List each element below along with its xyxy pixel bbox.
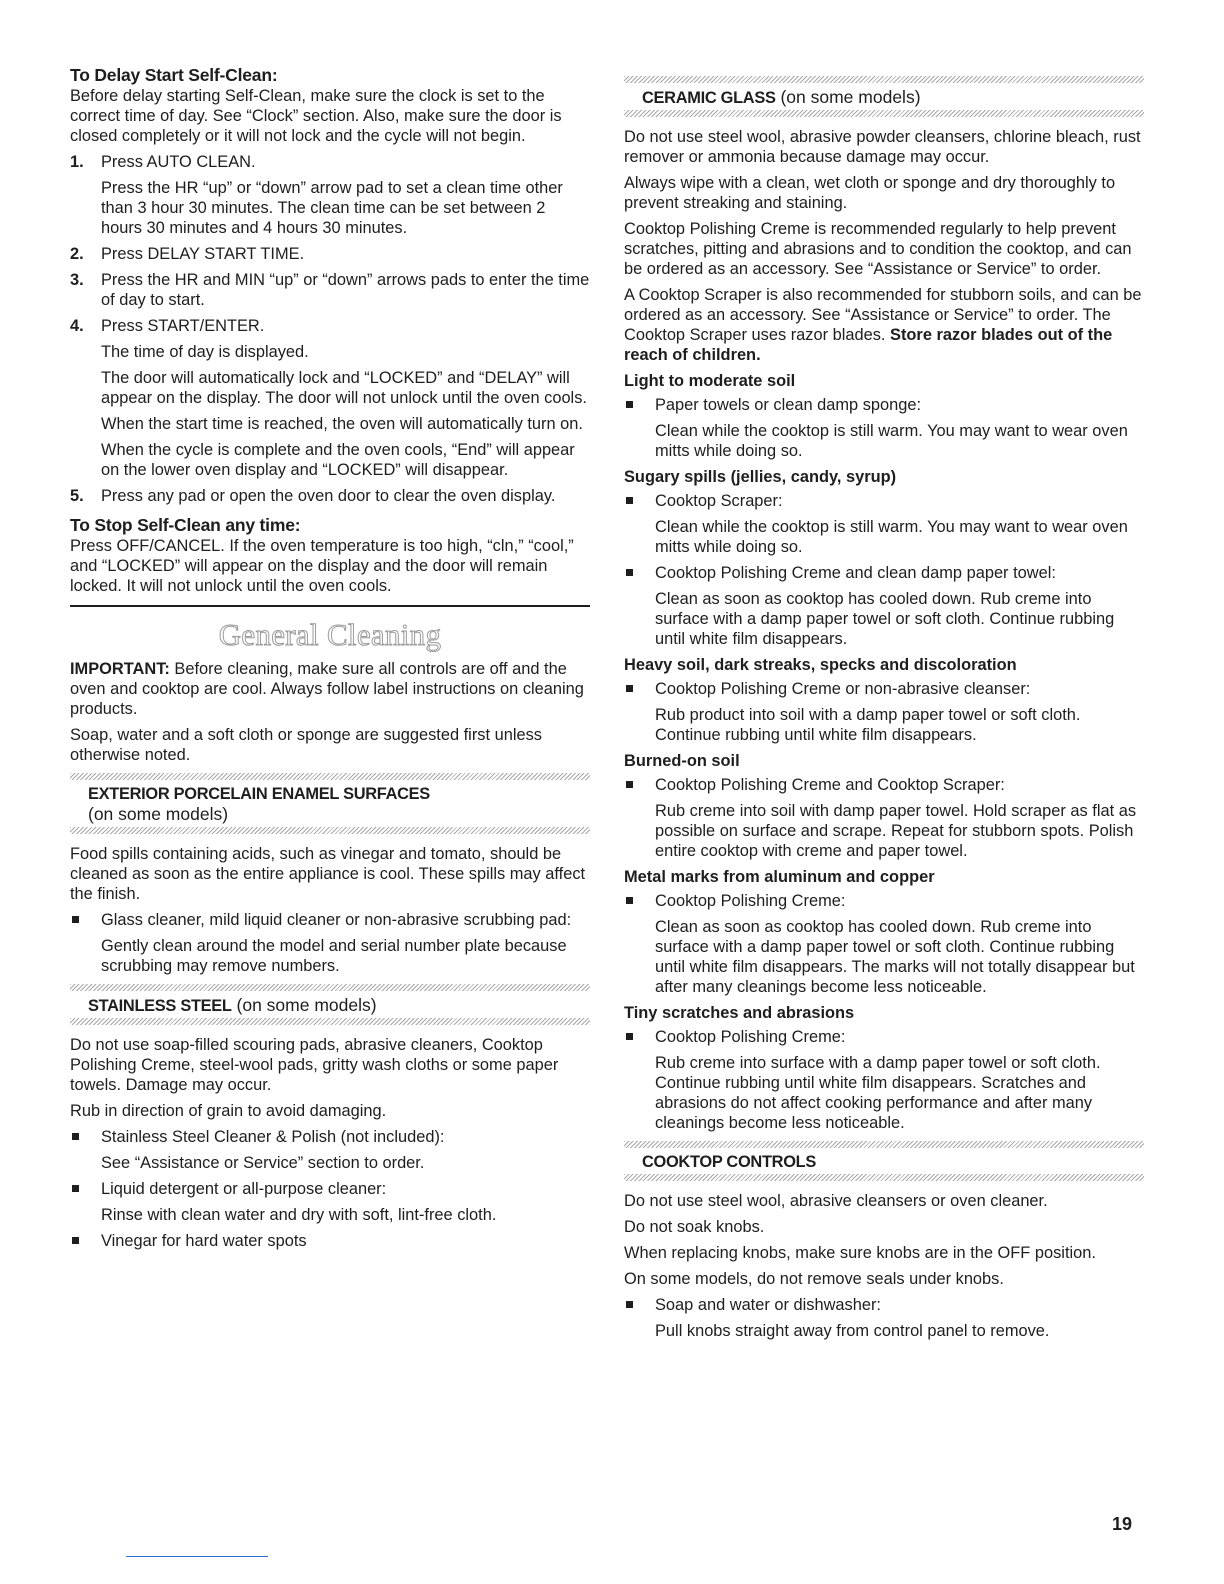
- list-item: [70, 1127, 590, 1173]
- important-note: [70, 659, 590, 719]
- hatch-bar: [70, 1018, 590, 1025]
- general-cleaning-title: General Cleaning: [218, 617, 442, 652]
- stainless-list: [70, 1127, 590, 1251]
- list-item-text: Soap and water or dishwasher:: [655, 1296, 881, 1314]
- list-item-detail: Gently clean around the model and serial number plate because scrubbing may remove numbers.: [101, 937, 567, 975]
- step-text: Press START/ENTER.: [101, 317, 265, 335]
- bullet-square-icon: [626, 781, 633, 788]
- bullet-square-icon: [72, 1237, 79, 1244]
- razor-warning: Store razor blades out of the reach of children.: [624, 326, 1113, 364]
- footer-line: [126, 1556, 268, 1557]
- stop-self-clean-text: Press OFF/CANCEL. If the oven temperature is too high, “cln,” “cool,” and “LOCKED” will appear on the display and the door will remain locked. It will not unlock until the oven cools.: [70, 537, 574, 595]
- bullet-square-icon: [72, 1185, 79, 1192]
- step-text: Press AUTO CLEAN.: [101, 153, 256, 171]
- controls-p4: On some models, do not remove seals under knobs.: [624, 1270, 1004, 1288]
- list-item-detail: Clean while the cooktop is still warm. You may want to wear oven mitts while doing so.: [655, 518, 1128, 556]
- hatch-bar: [624, 76, 1144, 83]
- list-item: [624, 395, 1144, 461]
- ceramic-title: CERAMIC GLASS: [642, 89, 776, 107]
- section-divider: [70, 605, 590, 607]
- step-item: [70, 152, 590, 238]
- list-item: [70, 1179, 590, 1225]
- hatch-bar: [70, 773, 590, 780]
- step-detail: When the start time is reached, the oven will automatically turn on.: [101, 415, 583, 433]
- list-item-detail: See “Assistance or Service” section to order.: [101, 1154, 425, 1172]
- list-item-detail: Pull knobs straight away from control panel to remove.: [655, 1322, 1050, 1340]
- step-item: [70, 486, 590, 506]
- list-item-detail: Rub product into soil with a damp paper towel or soft cloth. Continue rubbing until white film disappears.: [655, 706, 1081, 744]
- step-detail: Press the HR “up” or “down” arrow pad to set a clean time other than 3 hour 30 minutes. The clean time can be set between 2 hours 30 minutes and 4 hours 30 minutes.: [101, 179, 563, 237]
- hatch-bar: [70, 984, 590, 991]
- list-item-text: Cooktop Polishing Creme and Cooktop Scraper:: [655, 776, 1005, 794]
- porcelain-text: Food spills containing acids, such as vinegar and tomato, should be cleaned as soon as the entire appliance is cool. These spills may affect the finish.: [70, 845, 586, 903]
- bullet-square-icon: [626, 569, 633, 576]
- step-number: 3.: [70, 271, 84, 289]
- hatch-bar: [624, 1141, 1144, 1148]
- list-item-text: Cooktop Polishing Creme and clean damp paper towel:: [655, 564, 1056, 582]
- ceramic-p2: Always wipe with a clean, wet cloth or sponge and dry thoroughly to prevent streaking and staining.: [624, 174, 1116, 212]
- right-column: [624, 76, 1144, 1347]
- list-item: [624, 1027, 1144, 1133]
- list-item-text: Cooktop Polishing Creme:: [655, 892, 846, 910]
- list-item: [624, 775, 1144, 861]
- controls-p3: When replacing knobs, make sure knobs are in the OFF position.: [624, 1244, 1096, 1262]
- important-label: IMPORTANT:: [70, 660, 170, 678]
- bullet-square-icon: [72, 1133, 79, 1140]
- list-item: [624, 891, 1144, 997]
- list-item-detail: Clean as soon as cooktop has cooled down. Rub creme into surface with a damp paper towel or soft cloth. Continue rubbing until white film disappears. The marks will not totally disappear but after many cleanings become less noticeable.: [655, 918, 1135, 996]
- porcelain-section-header: [70, 773, 590, 834]
- list-item: [624, 563, 1144, 649]
- list-item-detail: Rub creme into soil with damp paper towel. Hold scraper as flat as possible on surface and scrape. Repeat for stubborn spots. Polish entire cooktop with creme and paper towel.: [655, 802, 1137, 860]
- soil-heading: Metal marks from aluminum and copper: [624, 868, 935, 886]
- hatch-bar: [624, 110, 1144, 117]
- bullet-square-icon: [626, 497, 633, 504]
- controls-section-header: [624, 1141, 1144, 1181]
- soil-list: [624, 491, 1144, 649]
- stainless-p2: Rub in direction of grain to avoid damaging.: [70, 1102, 387, 1120]
- list-item: [70, 910, 590, 976]
- ceramic-p3: Cooktop Polishing Creme is recommended regularly to help prevent scratches, pitting and abrasions and to condition the cooktop, and can be ordered as an accessory. See “Assistance or Service” to order.: [624, 220, 1132, 278]
- list-item-detail: Clean while the cooktop is still warm. You may want to wear oven mitts while doing so.: [655, 422, 1128, 460]
- page-number: 19: [1112, 1514, 1133, 1534]
- porcelain-list: [70, 910, 590, 976]
- delay-start-steps: [70, 152, 590, 506]
- bullet-square-icon: [626, 401, 633, 408]
- porcelain-subtitle: (on some models): [88, 804, 229, 824]
- step-number: 1.: [70, 153, 84, 171]
- soil-list: [624, 1027, 1144, 1133]
- delay-start-intro: Before delay starting Self-Clean, make sure the clock is set to the correct time of day. See “Clock” section. Also, make sure the door is closed completely or it will not lock and the cycle will not begin.: [70, 87, 562, 145]
- controls-title: COOKTOP CONTROLS: [642, 1153, 816, 1171]
- list-item-detail: Rinse with clean water and dry with soft, lint-free cloth.: [101, 1206, 497, 1224]
- list-item-text: Vinegar for hard water spots: [101, 1232, 307, 1250]
- ceramic-p4-text: A Cooktop Scraper is also recommended for stubborn soils, and can be ordered as an accessory. See “Assistance or Service” to order. The Cooktop Scraper uses razor blades.: [624, 286, 1142, 344]
- step-number: 4.: [70, 317, 84, 335]
- list-item-detail: Clean as soon as cooktop has cooled down. Rub creme into surface with a damp paper towel or soft cloth. Continue rubbing until white film disappears.: [655, 590, 1115, 648]
- step-item: [70, 316, 590, 480]
- list-item-text: Cooktop Polishing Creme or non-abrasive cleanser:: [655, 680, 1031, 698]
- bullet-square-icon: [626, 1301, 633, 1308]
- stainless-section-header: [70, 984, 590, 1025]
- list-item-text: Paper towels or clean damp sponge:: [655, 396, 922, 414]
- bullet-square-icon: [626, 897, 633, 904]
- soil-list: [624, 891, 1144, 997]
- controls-p2: Do not soak knobs.: [624, 1218, 765, 1236]
- bullet-square-icon: [72, 916, 79, 923]
- stop-self-clean-heading: To Stop Self-Clean any time:: [70, 515, 301, 535]
- list-item: [624, 491, 1144, 557]
- step-text: Press the HR and MIN “up” or “down” arrows pads to enter the time of day to start.: [101, 271, 590, 309]
- controls-list: [624, 1295, 1144, 1341]
- step-text: Press DELAY START TIME.: [101, 245, 305, 263]
- step-number: 2.: [70, 245, 84, 263]
- left-column: [70, 64, 590, 1257]
- soil-list: [624, 775, 1144, 861]
- ceramic-section-header: [624, 76, 1144, 117]
- step-detail: The door will automatically lock and “LOCKED” and “DELAY” will appear on the display. The door will not unlock until the oven cools.: [101, 369, 587, 407]
- bullet-square-icon: [626, 1033, 633, 1040]
- list-item-text: Cooktop Scraper:: [655, 492, 783, 510]
- hatch-bar: [70, 827, 590, 834]
- stainless-p1: Do not use soap-filled scouring pads, abrasive cleaners, Cooktop Polishing Creme, steel-wool pads, gritty wash cloths or some paper towels. Damage may occur.: [70, 1036, 559, 1094]
- ceramic-p1: Do not use steel wool, abrasive powder cleansers, chlorine bleach, rust remover or ammonia because damage may occur.: [624, 128, 1141, 166]
- step-number: 5.: [70, 487, 84, 505]
- step-text: Press any pad or open the oven door to clear the oven display.: [101, 487, 556, 505]
- step-detail: The time of day is displayed.: [101, 343, 309, 361]
- step-item: [70, 244, 590, 264]
- stainless-title: STAINLESS STEEL: [88, 997, 232, 1015]
- delay-start-heading: To Delay Start Self-Clean:: [70, 65, 278, 85]
- list-item-text: Glass cleaner, mild liquid cleaner or non-abrasive scrubbing pad:: [101, 911, 572, 929]
- soil-heading: Burned-on soil: [624, 752, 740, 770]
- step-item: [70, 270, 590, 310]
- soil-heading: Sugary spills (jellies, candy, syrup): [624, 468, 897, 486]
- soap-note: Soap, water and a soft cloth or sponge are suggested first unless otherwise noted.: [70, 726, 542, 764]
- list-item-detail: Rub creme into surface with a damp paper towel or soft cloth. Continue rubbing until white film disappears. Scratches and abrasions do not affect cooking performance and after many cleanings become less noticeable.: [655, 1054, 1101, 1132]
- soil-heading: Tiny scratches and abrasions: [624, 1004, 855, 1022]
- controls-p1: Do not use steel wool, abrasive cleansers or oven cleaner.: [624, 1192, 1048, 1210]
- ceramic-subtitle: (on some models): [775, 87, 921, 107]
- list-item: [70, 1231, 590, 1251]
- important-text: Before cleaning, make sure all controls are off and the oven and cooktop are cool. Always follow label instructions on cleaning products.: [70, 660, 584, 718]
- stainless-subtitle: (on some models): [231, 995, 377, 1015]
- bullet-square-icon: [626, 685, 633, 692]
- list-item: [624, 679, 1144, 745]
- step-detail: When the cycle is complete and the oven cools, “End” will appear on the lower oven display and “LOCKED” will disappear.: [101, 441, 575, 479]
- soil-heading: Light to moderate soil: [624, 372, 796, 390]
- list-item-text: Liquid detergent or all-purpose cleaner:: [101, 1180, 387, 1198]
- list-item-text: Stainless Steel Cleaner & Polish (not included):: [101, 1128, 445, 1146]
- ceramic-p4: [624, 285, 1144, 365]
- soil-heading: Heavy soil, dark streaks, specks and discoloration: [624, 656, 1017, 674]
- porcelain-title: EXTERIOR PORCELAIN ENAMEL SURFACES: [88, 785, 430, 803]
- soil-list: [624, 395, 1144, 461]
- list-item: [624, 1295, 1144, 1341]
- list-item-text: Cooktop Polishing Creme:: [655, 1028, 846, 1046]
- hatch-bar: [624, 1174, 1144, 1181]
- soil-list: [624, 679, 1144, 745]
